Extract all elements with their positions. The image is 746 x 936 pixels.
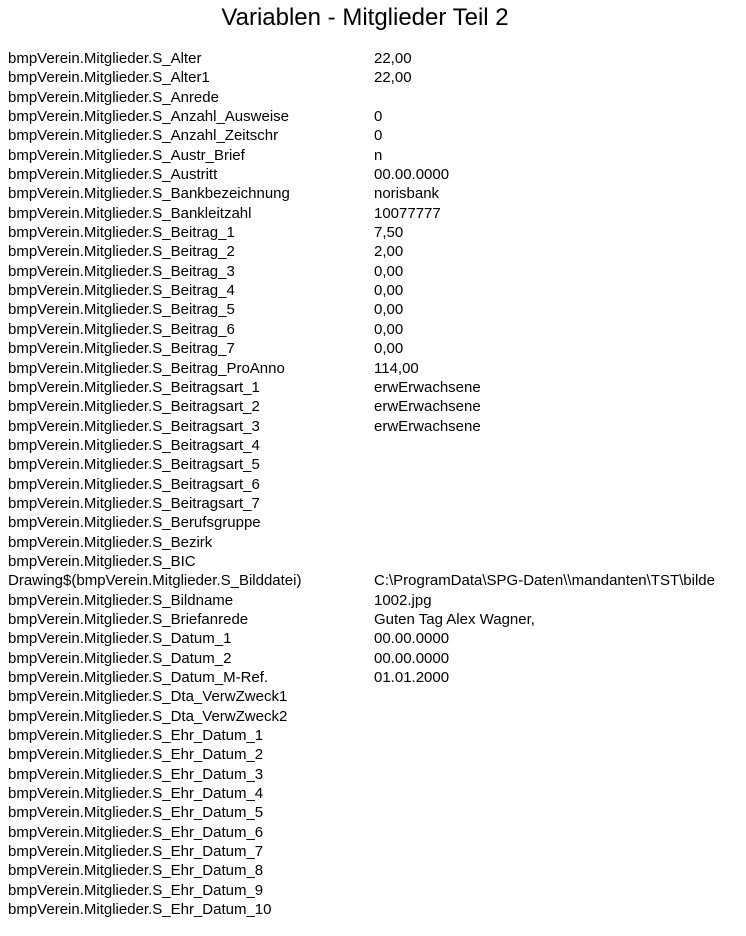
variable-value: 114,00 — [374, 359, 419, 377]
table-row — [8, 107, 730, 126]
variable-name: bmpVerein.Mitglieder.S_Beitragsart_3 — [8, 417, 260, 435]
variable-name: bmpVerein.Mitglieder.S_Beitragsart_4 — [8, 436, 260, 454]
table-row — [8, 707, 730, 726]
table-row — [8, 126, 730, 145]
table-row — [8, 881, 730, 900]
table-row — [8, 591, 730, 610]
variable-name: bmpVerein.Mitglieder.S_Ehr_Datum_2 — [8, 746, 264, 764]
variable-name: bmpVerein.Mitglieder.S_Beitrag_5 — [8, 301, 235, 319]
table-row — [8, 533, 730, 552]
table-row — [8, 784, 730, 803]
variable-value: erwErwachsene — [374, 417, 481, 435]
variable-value: 00.00.0000 — [374, 649, 450, 667]
variable-name: bmpVerein.Mitglieder.S_Beitragsart_6 — [8, 475, 260, 493]
table-row — [8, 88, 730, 107]
variable-value: 0,00 — [374, 282, 404, 300]
table-row — [8, 223, 730, 242]
table-row — [8, 397, 730, 416]
table-row — [8, 726, 730, 745]
table-row — [8, 165, 730, 184]
table-row — [8, 494, 730, 513]
table-row — [8, 184, 730, 203]
variable-value: 00.00.0000 — [374, 630, 450, 648]
table-row — [8, 262, 730, 281]
variable-value: 0 — [374, 108, 383, 126]
variable-name: bmpVerein.Mitglieder.S_Bezirk — [8, 533, 213, 551]
table-row — [8, 823, 730, 842]
table-row — [8, 417, 730, 436]
variable-name: bmpVerein.Mitglieder.S_Anrede — [8, 88, 219, 106]
variable-name: bmpVerein.Mitglieder.S_Beitrag_4 — [8, 282, 235, 300]
variable-name: Drawing$(bmpVerein.Mitglieder.S_Bilddatei) — [8, 572, 302, 590]
table-row — [8, 842, 730, 861]
variable-name: bmpVerein.Mitglieder.S_Beitragsart_1 — [8, 378, 260, 396]
variable-name: bmpVerein.Mitglieder.S_Alter — [8, 50, 202, 67]
table-row — [8, 339, 730, 358]
variable-value: 0,00 — [374, 262, 404, 280]
variable-name: bmpVerein.Mitglieder.S_Bankleitzahl — [8, 204, 252, 222]
variable-name: bmpVerein.Mitglieder.S_Ehr_Datum_1 — [8, 727, 264, 745]
variable-name: bmpVerein.Mitglieder.S_Beitrag_7 — [8, 340, 235, 358]
variable-name: bmpVerein.Mitglieder.S_Austritt — [8, 166, 218, 184]
variable-value: 0 — [374, 127, 383, 145]
variable-value: 22,00 — [374, 69, 412, 87]
variable-value: erwErwachsene — [374, 378, 481, 396]
table-row — [8, 146, 730, 165]
page-title: Variablen - Mitglieder Teil 2 — [221, 4, 509, 31]
variable-value: n — [374, 146, 383, 164]
variable-value: 7,50 — [374, 224, 404, 242]
table-row — [8, 513, 730, 532]
table-row — [8, 765, 730, 784]
variable-name: bmpVerein.Mitglieder.S_Ehr_Datum_7 — [8, 843, 264, 861]
table-row — [8, 803, 730, 822]
variable-name: bmpVerein.Mitglieder.S_Briefanrede — [8, 610, 249, 628]
variable-name: bmpVerein.Mitglieder.S_Beitrag_ProAnno — [8, 359, 285, 377]
variable-name: bmpVerein.Mitglieder.S_Anzahl_Zeitschr — [8, 127, 279, 145]
variable-value: 0,00 — [374, 320, 404, 338]
table-row — [8, 900, 730, 919]
table-row — [8, 49, 730, 68]
variable-value: 22,00 — [374, 50, 412, 67]
variable-value: norisbank — [374, 185, 440, 203]
variable-value: 0,00 — [374, 301, 404, 319]
variable-name: bmpVerein.Mitglieder.S_Beitragsart_5 — [8, 456, 260, 474]
table-row — [8, 629, 730, 648]
table-row — [8, 320, 730, 339]
variable-value: C:\ProgramData\SPG-Daten\\mandanten\TST\bilde — [374, 572, 715, 590]
variable-value: 00.00.0000 — [374, 166, 450, 184]
table-row — [8, 281, 730, 300]
variable-name: bmpVerein.Mitglieder.S_Beitrag_3 — [8, 262, 235, 280]
variable-value: erwErwachsene — [374, 398, 481, 416]
variable-name: bmpVerein.Mitglieder.S_Datum_1 — [8, 630, 232, 648]
table-row — [8, 571, 730, 590]
variable-value: 0,00 — [374, 340, 404, 358]
variable-name: bmpVerein.Mitglieder.S_Ehr_Datum_6 — [8, 823, 264, 841]
variable-name: bmpVerein.Mitglieder.S_Berufsgruppe — [8, 514, 261, 532]
variable-name: bmpVerein.Mitglieder.S_Ehr_Datum_8 — [8, 862, 264, 880]
variable-name: bmpVerein.Mitglieder.S_Beitrag_2 — [8, 243, 235, 261]
variable-name: bmpVerein.Mitglieder.S_Beitrag_6 — [8, 320, 235, 338]
variable-name: bmpVerein.Mitglieder.S_Bankbezeichnung — [8, 185, 290, 203]
table-row — [8, 552, 730, 571]
table-row — [8, 359, 730, 378]
variable-name: bmpVerein.Mitglieder.S_Datum_2 — [8, 649, 232, 667]
variable-name: bmpVerein.Mitglieder.S_Alter1 — [8, 69, 210, 87]
variable-name: bmpVerein.Mitglieder.S_Ehr_Datum_3 — [8, 765, 264, 783]
variable-name: bmpVerein.Mitglieder.S_Beitragsart_7 — [8, 494, 260, 512]
variable-name: bmpVerein.Mitglieder.S_BIC — [8, 552, 196, 570]
table-row — [8, 300, 730, 319]
variable-name: bmpVerein.Mitglieder.S_Dta_VerwZweck2 — [8, 707, 288, 725]
variable-name: bmpVerein.Mitglieder.S_Austr_Brief — [8, 146, 245, 164]
table-row — [8, 610, 730, 629]
variable-value: 2,00 — [374, 243, 404, 261]
variable-name: bmpVerein.Mitglieder.S_Anzahl_Ausweise — [8, 108, 289, 126]
table-row — [8, 242, 730, 261]
table-row — [8, 68, 730, 87]
variable-name: bmpVerein.Mitglieder.S_Datum_M-Ref. — [8, 669, 269, 686]
table-row — [8, 475, 730, 494]
table-row — [8, 204, 730, 223]
table-row — [8, 687, 730, 706]
variable-value: 10077777 — [374, 204, 441, 222]
variable-name: bmpVerein.Mitglieder.S_Ehr_Datum_9 — [8, 881, 264, 899]
variable-name: bmpVerein.Mitglieder.S_Ehr_Datum_4 — [8, 785, 264, 803]
variable-name: bmpVerein.Mitglieder.S_Beitragsart_2 — [8, 398, 260, 416]
variable-value: 01.01.2000 — [374, 669, 450, 686]
table-row — [8, 455, 730, 474]
variable-value: Guten Tag Alex Wagner, — [374, 610, 535, 628]
variable-name: bmpVerein.Mitglieder.S_Bildname — [8, 591, 234, 609]
table-row — [8, 378, 730, 397]
variable-value: 1002.jpg — [374, 591, 432, 609]
variable-name: bmpVerein.Mitglieder.S_Ehr_Datum_10 — [8, 901, 272, 919]
table-row — [8, 649, 730, 668]
table-row — [8, 861, 730, 880]
table-row — [8, 745, 730, 764]
variables-table — [8, 49, 730, 919]
table-row — [8, 436, 730, 455]
variable-name: bmpVerein.Mitglieder.S_Beitrag_1 — [8, 224, 235, 242]
variable-name: bmpVerein.Mitglieder.S_Ehr_Datum_5 — [8, 804, 264, 822]
variable-name: bmpVerein.Mitglieder.S_Dta_VerwZweck1 — [8, 688, 288, 706]
table-row — [8, 668, 730, 687]
